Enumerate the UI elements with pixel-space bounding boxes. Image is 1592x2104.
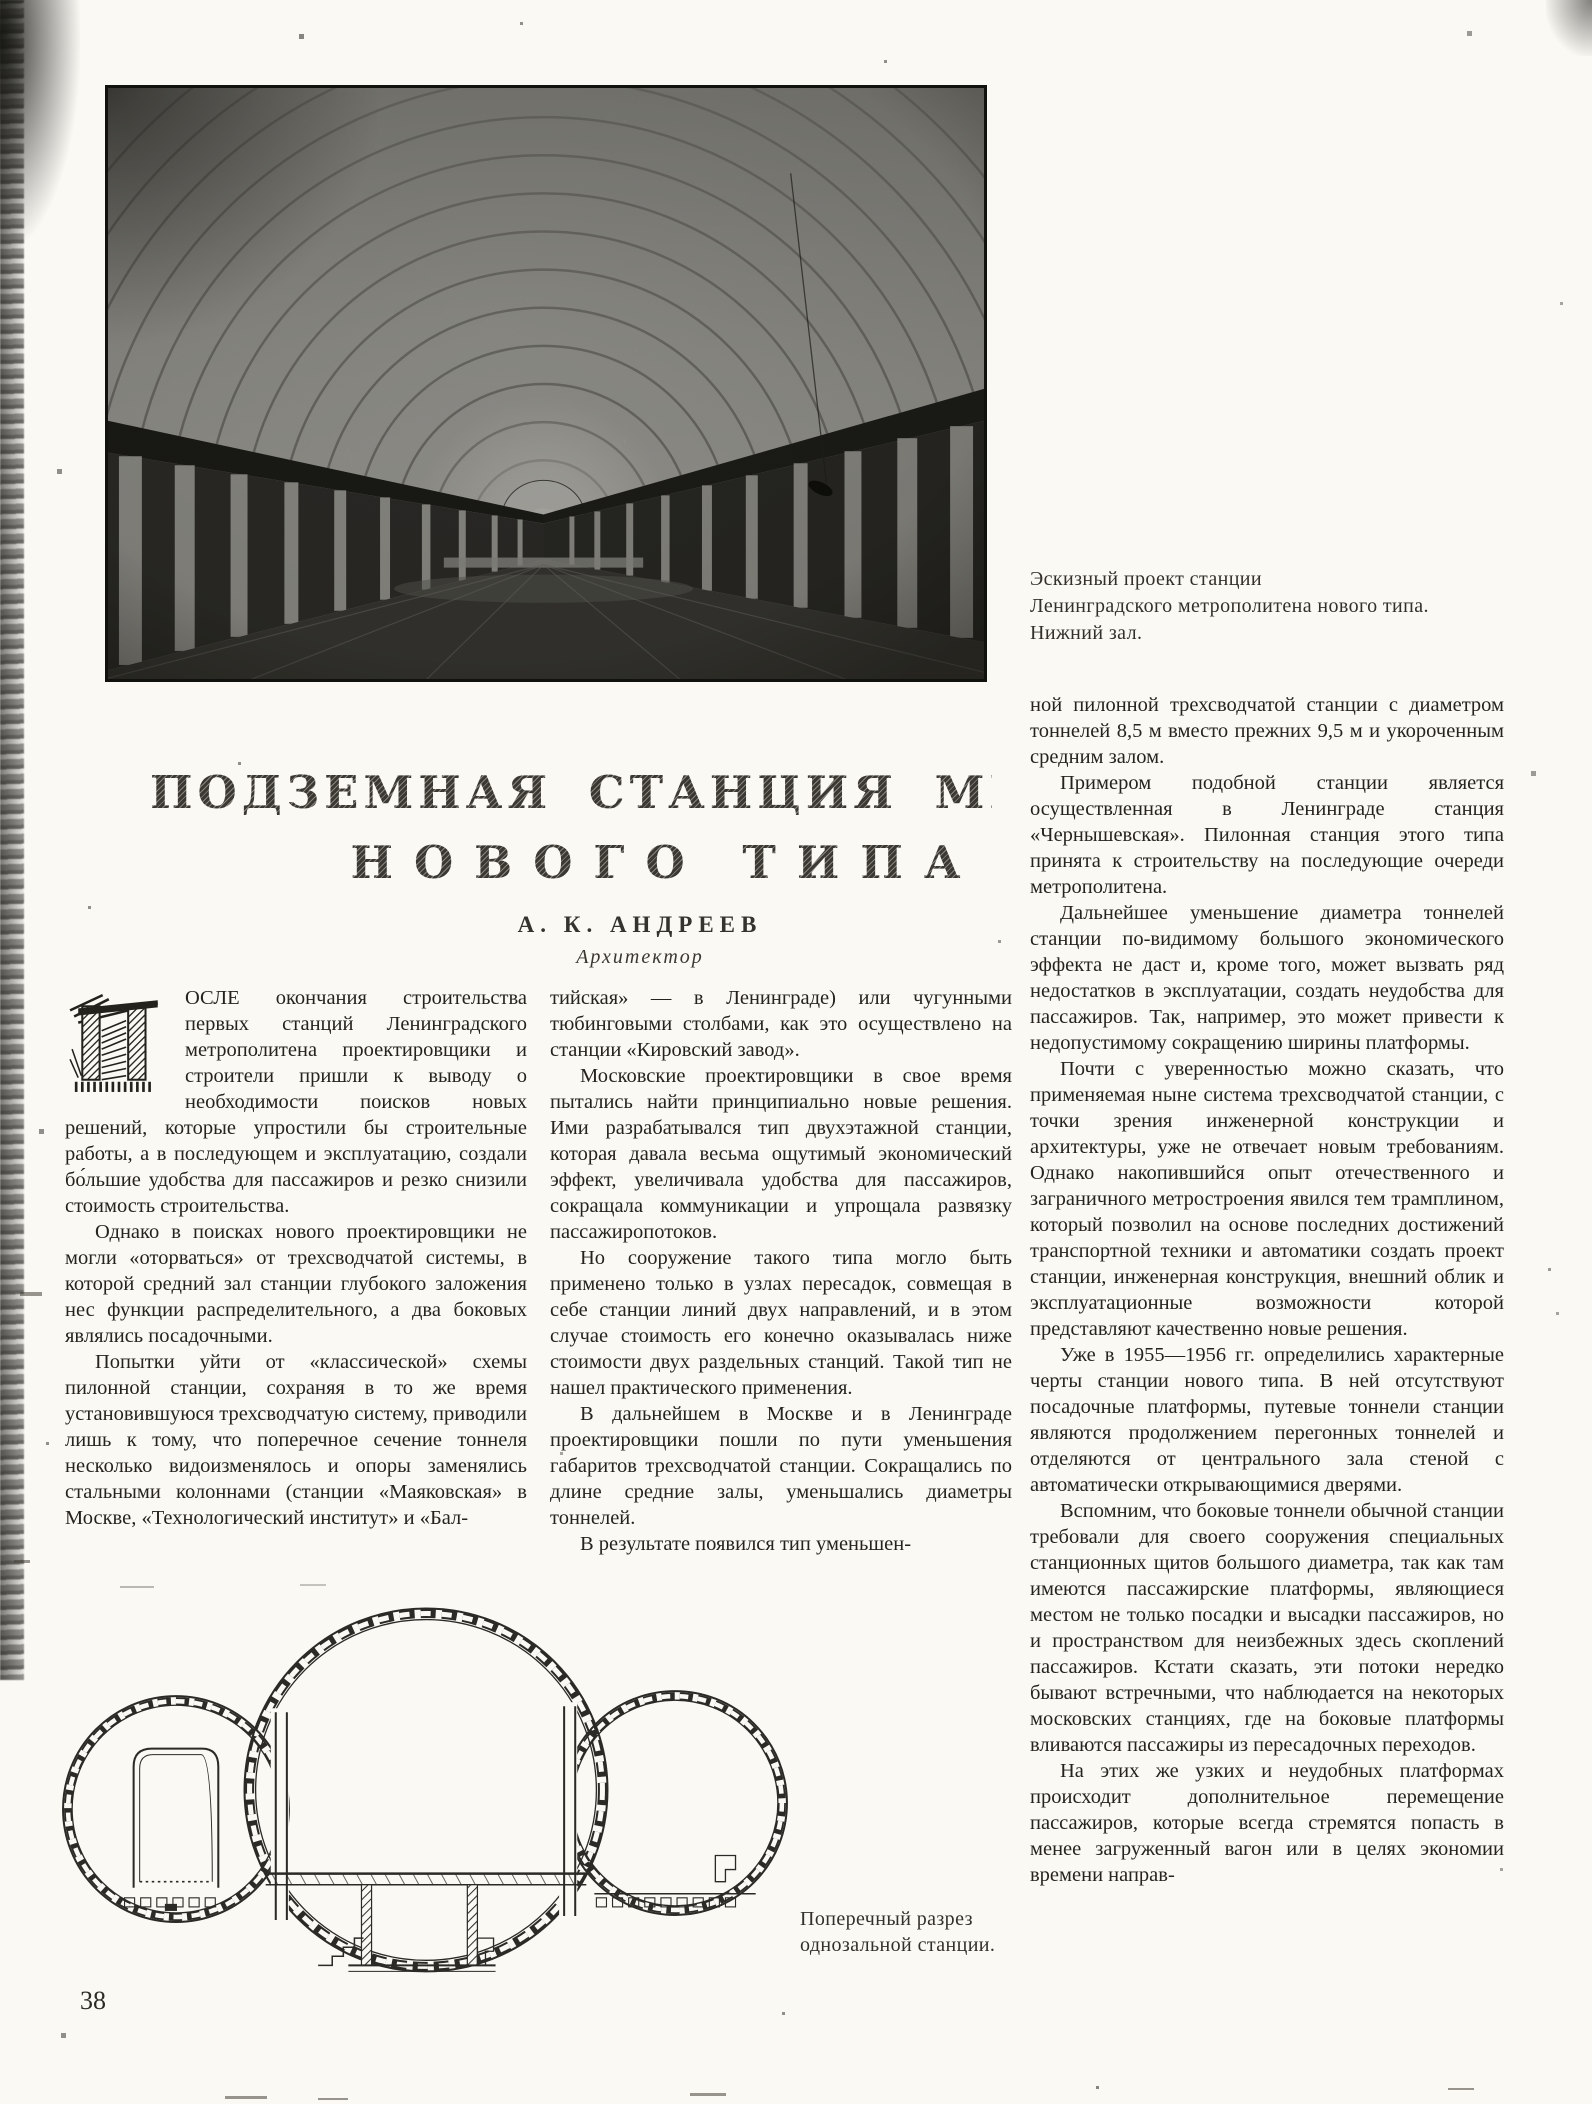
text-column-3 <box>1030 692 1504 1888</box>
station-photo <box>105 85 987 682</box>
diagram-caption <box>800 1906 1080 1958</box>
author-name: А. К. АНДРЕЕВ <box>517 912 763 937</box>
paragraph: Но сооружение такого типа могло быть применено только в узлах пересадок, совмещая в себе станции линий двух направлений, и в этом случае стоимость его конечно оказывалась ниже стоимости двух раздельных станций. Такой тип не нашел практического применения. <box>550 1247 1012 1399</box>
paragraph: Вспомним, что боковые тоннели обычной станции требовали для своего сооружения специальных станционных щитов большого диаметра, так как там имеются пассажирские платформы, являющиеся местом не только посадки и высадки пассажиров, но и пространством для неизбежных здесь скоплений пассажиров. Кстати сказать, эти потоки нередко бывают встречными, что наблюдается на некоторых московских станциях, где на боковые платформы вливаются пассажиры из пересадочных переходов. <box>1030 1500 1504 1756</box>
diagram-caption-line: однозальной станции. <box>800 1934 996 1956</box>
scan-edge-artifact <box>0 0 24 1680</box>
text-column-1 <box>65 985 527 1531</box>
paragraph: Попытки уйти от «классической» схемы пилонной станции, сохраняя в то же время установившуюся трехсводчатую систему, приводили лишь к тому, что поперечное сечение тоннеля несколько видоизменялось и опоры заменялись стальными колоннами (станции «Маяковская» в Москве, «Технологический институт» и «Бал- <box>65 1351 527 1529</box>
station-cross-section-diagram <box>58 1594 794 2000</box>
photo-caption-line: Нижний зал. <box>1030 622 1143 644</box>
page-number: 38 <box>80 1986 106 2015</box>
cross-section-drawing <box>58 1594 794 2000</box>
paragraph: В дальнейшем в Москве и в Ленинграде проектировщики пошли по пути уменьшения габаритов трехсводчатой станции. Сокращались по длине средние залы, уменьшались диаметры тоннелей. <box>550 1403 1012 1529</box>
paragraph: тийская» — в Ленинграде) или чугунными тюбинговыми столбами, как это осуществлено на станции «Кировский завод». <box>550 987 1012 1061</box>
paragraph: Дальнейшее уменьшение диаметра тоннелей станции по-видимому большого экономического эффекта не даст и, кроме того, может вызвать ряд недостатков в эксплуатации, создать неудобства для пассажиров. Так, например, это может привести к недопустимому сокращению ширины платформы. <box>1030 902 1504 1054</box>
article-title-line-1: ПОДЗЕМНАЯ СТАНЦИЯ МЕТРО <box>150 766 1151 819</box>
paragraph: В результате появился тип уменьшен- <box>580 1533 912 1555</box>
column-1-paragraphs <box>65 1219 527 1531</box>
station-photo-art <box>105 85 987 682</box>
paragraph: Московские проектировщики в свое время пытались найти принципиально новые решения. Ими разрабатывался тип двухэтажной станции, которая давала весьма ощутимый экономический эффект, увеличивала удобства для пассажиров, сокращала коммуникации и упрощала развязку пассажиропотоков. <box>550 1065 1012 1243</box>
dropcap-building-icon <box>65 990 173 1094</box>
bottom-dash <box>690 2093 726 2096</box>
margin-dash <box>14 1560 30 1563</box>
paragraph: На этих же узких и неудобных платформах происходит дополнительное перемещение пассажиров, которые всегда стремятся попасть в менее загруженный вагон или в целях экономии времени направ- <box>1030 1760 1504 1886</box>
paragraph: Почти с уверенностью можно сказать, что применяемая ныне система трехсводчатой станции, с точки зрения инженерной конструкции и архитектуры, уже не отвечает новым требованиям. Однако накопившийся опыт отечественного и заграничного метростроения явился тем трамплином, который позволил на основе последних достижений транспортной техники и автоматики создать проект станции, инженерная конструкция, внешний облик и эксплуатационные возможности которой представляют качественно новые решения. <box>1030 1058 1504 1340</box>
paragraph: Примером подобной станции является осуществленная в Ленинграде станция «Чернышевская». Пилонная станция этого типа принята к строительству на последующие очереди метрополитена. <box>1030 772 1504 898</box>
text-column-2 <box>550 985 1012 1557</box>
bottom-dash <box>225 2096 267 2099</box>
bottom-dash <box>318 2098 348 2100</box>
paragraph: Уже в 1955—1956 гг. определились характерные черты станции нового типа. В ней отсутствуют посадочные платформы, путевые тоннели станции являются продолжением перегонных тоннелей и отделяются от центрального зала стеной с автоматически открывающимися дверями. <box>1030 1344 1504 1496</box>
dropcap-initial-art <box>65 990 173 1094</box>
scan-specks <box>0 0 3 3</box>
paragraph: Однако в поисках нового проектировщики не могли «оторваться» от трехсводчатой системы, в которой средний зал станции глубокого заложения нес функции распределительного, а два боковых являлись посадочными. <box>65 1221 527 1347</box>
scan-corner-blob <box>0 0 80 250</box>
faint-dash <box>120 1586 154 1588</box>
paragraph: ОСЛЕ окончания строительства первых станций Ленинградского метрополитена проектировщики и строители пришли к выводу о необходимости поисков новых решений, которые упростили бы строительные работы, а в последующем и эксплуатацию, создали бо́льшие удобства для пассажиров и резко снизили стоимость строительства. <box>65 987 527 1217</box>
photo-caption <box>1030 566 1530 647</box>
scan-corner-blob-topright <box>1546 0 1592 56</box>
margin-dash <box>20 1292 42 1296</box>
article-title-line-2: НОВОГО ТИПА <box>340 836 992 889</box>
paragraph: ной пилонной трехсводчатой станции с диаметром тоннелей 8,5 м вместо прежних 9,5 м и укороченным средним залом. <box>1030 694 1504 768</box>
bottom-dash <box>1448 2088 1474 2090</box>
faint-dash <box>300 1584 326 1586</box>
photo-caption-line: Ленинградского метрополитена нового типа. <box>1030 595 1429 617</box>
author-role: Архитектор <box>576 946 704 968</box>
photo-caption-line: Эскизный проект станции <box>1030 568 1263 590</box>
diagram-caption-line: Поперечный разрез <box>800 1908 973 1930</box>
